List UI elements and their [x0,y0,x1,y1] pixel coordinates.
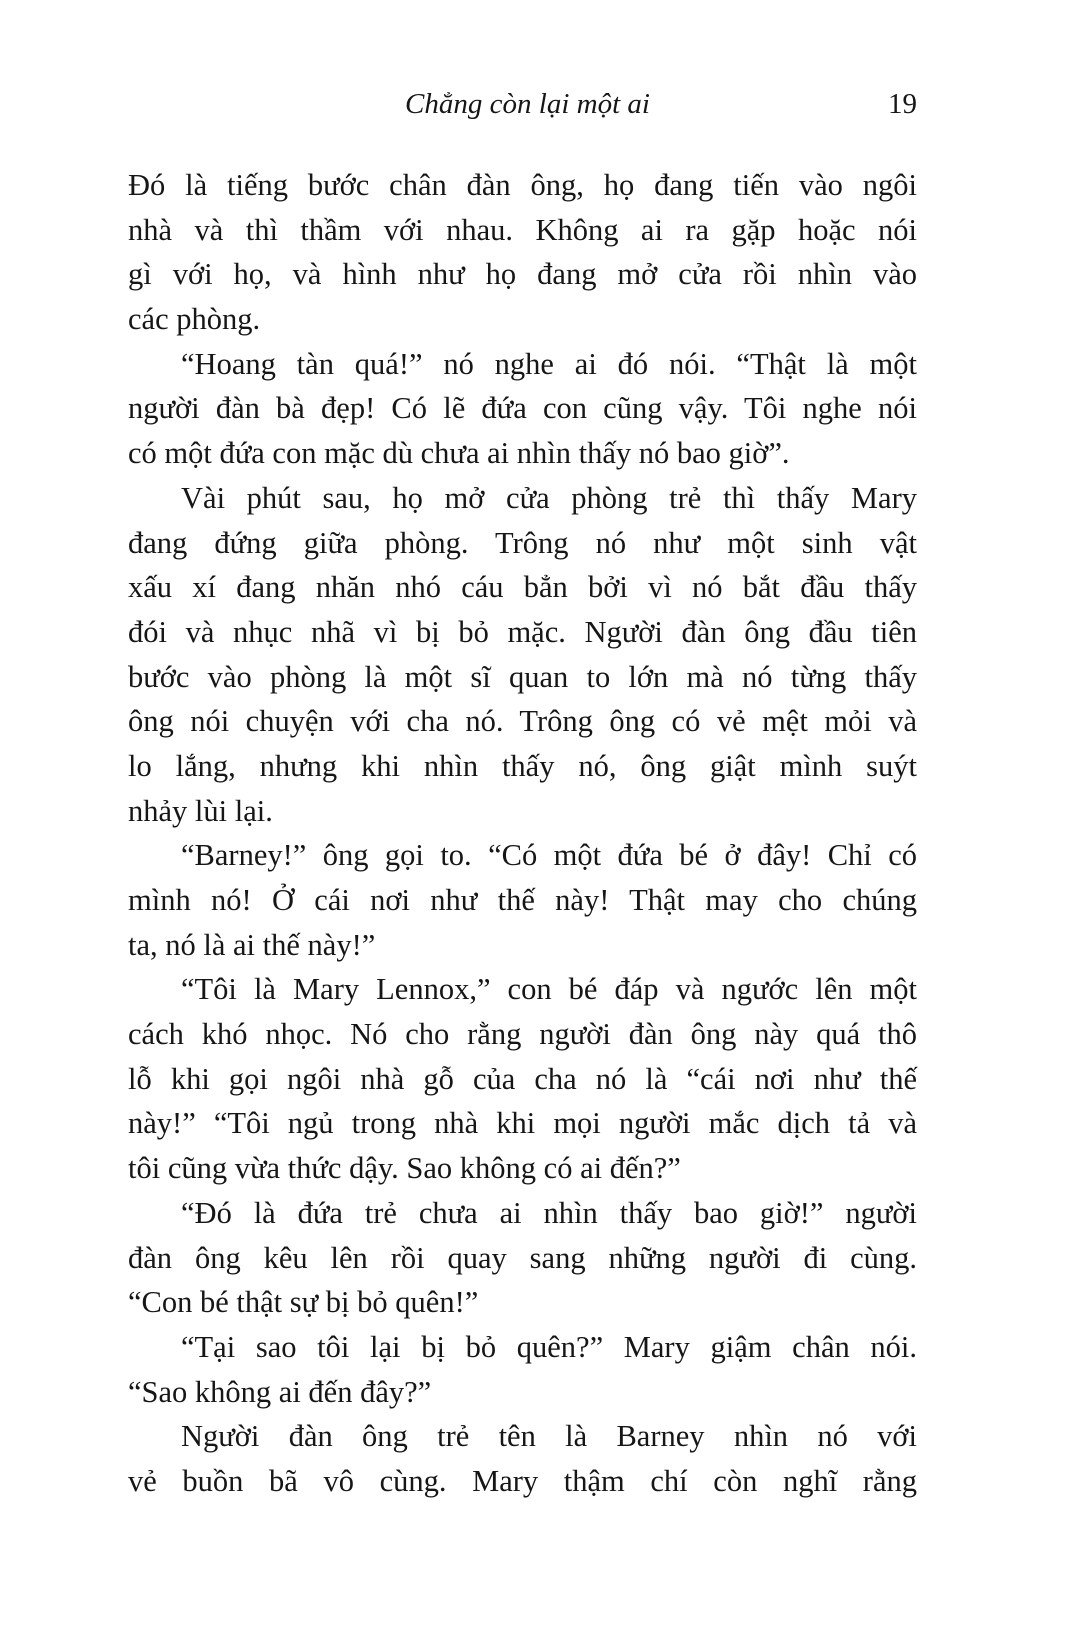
text-line: ông nói chuyện với cha nó. Trông ông có vẻ mệt mỏi và [128,704,917,739]
text-line: này!” “Tôi ngủ trong nhà khi mọi người mắc dịch tả và [128,1106,917,1141]
text-line: có một đứa con mặc dù chưa ai nhìn thấy nó bao giờ”. [128,436,790,471]
running-title-text: Chẳng còn lại một ai [405,88,650,120]
body-text [128,163,917,1504]
running-header [128,88,917,128]
text-line: đàn ông kêu lên rồi quay sang những người đi cùng. [128,1240,917,1275]
paragraph [128,1414,917,1503]
paragraph [128,342,917,476]
text-line: lỗ khi gọi ngôi nhà gỗ của cha nó là “cái nơi như thế [128,1061,917,1096]
text-line: ta, nó là ai thế này!” [128,927,376,962]
paragraph [128,476,917,834]
text-line: “Hoang tàn quá!” nó nghe ai đó nói. “Thật là một [181,346,917,381]
paragraph [128,1191,917,1325]
text-line: vẻ buồn bã vô cùng. Mary thậm chí còn nghĩ rằng [128,1463,917,1498]
text-line: bước vào phòng là một sĩ quan to lớn mà nó từng thấy [128,659,917,694]
paragraph [128,967,917,1190]
text-line: Người đàn ông trẻ tên là Barney nhìn nó với [181,1419,917,1454]
text-line: Đó là tiếng bước chân đàn ông, họ đang tiến vào ngôi [128,168,917,202]
page-number: 19 [888,88,917,120]
text-line: mình nó! Ở cái nơi như thế này! Thật may cho chúng [128,883,917,917]
text-line: “Tại sao tôi lại bị bỏ quên?” Mary giậm chân nói. [181,1329,917,1364]
paragraph [128,163,917,342]
text-line: tôi cũng vừa thức dậy. Sao không có ai đến?” [128,1151,681,1186]
text-line: gì với họ, và hình như họ đang mở cửa rồi nhìn vào [128,257,917,292]
text-line: cách khó nhọc. Nó cho rằng người đàn ông này quá thô [128,1017,917,1052]
text-line: các phòng. [128,302,261,337]
text-line: “Đó là đứa trẻ chưa ai nhìn thấy bao giờ!” người [181,1195,917,1230]
paragraph [128,1325,917,1414]
text-line: Vài phút sau, họ mở cửa phòng trẻ thì thấy Mary [181,480,917,515]
running-title [128,88,917,121]
text-line: nhảy lùi lại. [128,793,273,828]
text-line: “Tôi là Mary Lennox,” con bé đáp và ngước lên một [181,972,917,1007]
text-line: người đàn bà đẹp! Có lẽ đứa con cũng vậy. Tôi nghe nói [128,391,917,426]
text-line: lo lắng, nhưng khi nhìn thấy nó, ông giật mình suýt [128,748,917,783]
text-line: nhà và thì thầm với nhau. Không ai ra gặp hoặc nói [128,212,917,247]
text-line: “Con bé thật sự bị bỏ quên!” [128,1285,479,1320]
text-line: đói và nhục nhã vì bị bỏ mặc. Người đàn ông đầu tiên [128,614,917,649]
paragraph [128,833,917,967]
text-line: xấu xí đang nhăn nhó cáu bẳn bởi vì nó bắt đầu thấy [128,570,917,605]
text-line: đang đứng giữa phòng. Trông nó như một sinh vật [128,525,917,560]
text-line: “Sao không ai đến đây?” [128,1374,432,1409]
text-line: “Barney!” ông gọi to. “Có một đứa bé ở đây! Chỉ có [181,838,917,873]
